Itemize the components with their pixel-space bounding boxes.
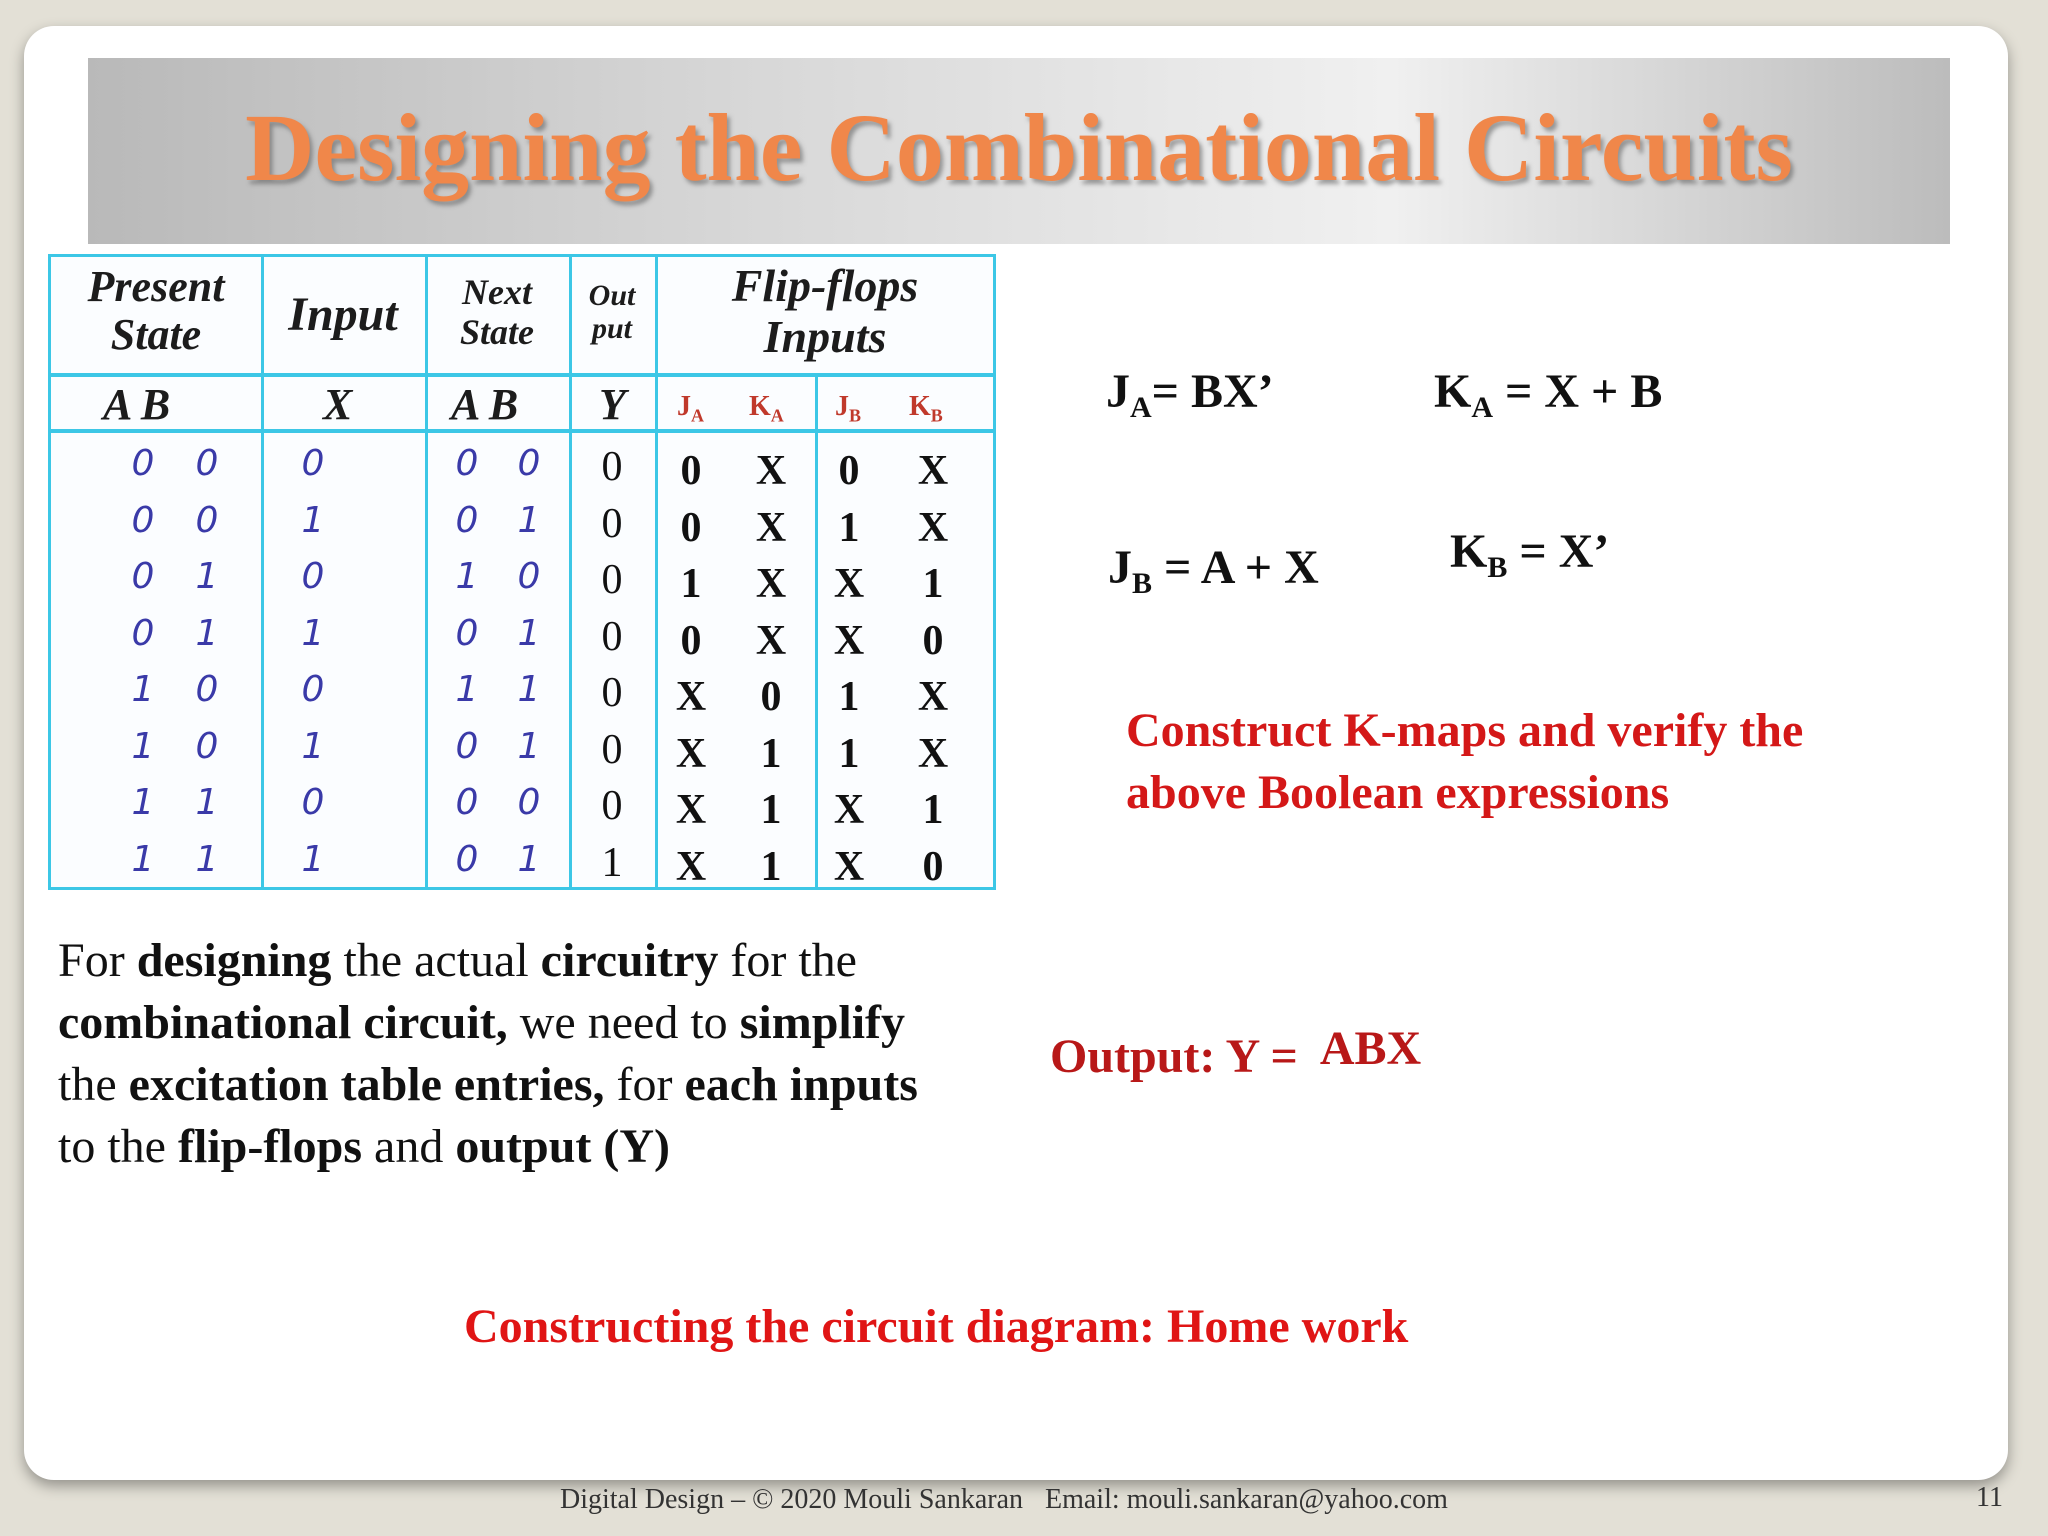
table-cell-nb: 0 [517, 556, 541, 597]
table-cell-na: 0 [455, 725, 479, 767]
equation-kb: $K_B = X$’ [1450, 525, 1610, 584]
table-cell-y: 0 [601, 613, 623, 660]
subheader-kb: $K_B$ [909, 391, 943, 426]
table-cell-y: 0 [601, 783, 623, 829]
table-cell-a: 1 [131, 669, 155, 710]
table-cell-ka: X [755, 504, 787, 551]
table-cell-nb: 0 [517, 443, 541, 484]
table-cell-y: 0 [601, 444, 623, 490]
table-cell-ja: X [675, 730, 707, 777]
table-cell-ka: 1 [760, 787, 782, 833]
subheader-ka: $K_A$ [749, 391, 784, 426]
table-cell-x: 1 [301, 612, 325, 654]
table-cell-a: 0 [131, 556, 155, 597]
table-divider [569, 257, 572, 887]
table-cell-ja: 0 [680, 448, 702, 494]
table-cell-x: 0 [301, 669, 325, 710]
table-cell-x: 1 [301, 838, 325, 880]
body-paragraph: For designing the actual circuitry for the combinational circuit, we need to simplify the excitation table entries, for each inputs to the flip-flops and output (Y) [58, 934, 918, 1173]
equation-ka: $K_A = X + B$ [1434, 365, 1663, 424]
subheader-ab-present: A B [103, 380, 171, 429]
table-cell-jb: X [833, 561, 865, 607]
table-divider [815, 377, 818, 887]
subheader-jb: $J_B$ [835, 391, 862, 426]
header-output: Out put [588, 279, 636, 345]
page-number: 11 [1976, 1482, 2003, 1513]
table-cell-na: 0 [455, 838, 479, 880]
table-cell-kb: X [917, 674, 949, 720]
table-divider [261, 257, 264, 887]
footer-copyright: Digital Design – © 2020 Mouli Sankaran [560, 1484, 1023, 1515]
table-cell-kb: 1 [922, 787, 944, 833]
table-cell-kb: X [917, 448, 949, 494]
homework-note: Constructing the circuit diagram: Home work [464, 1300, 1409, 1353]
table-cell-kb: 0 [922, 843, 944, 890]
table-cell-a: 1 [131, 725, 155, 767]
table-cell-kb: 1 [922, 561, 944, 607]
table-cell-b: 1 [195, 556, 219, 597]
table-cell-b: 1 [195, 838, 219, 880]
table-cell-a: 1 [131, 782, 155, 823]
table-cell-kb: X [917, 730, 949, 777]
table-cell-ja: 0 [680, 617, 702, 664]
table-cell-nb: 1 [517, 669, 541, 710]
table-cell-jb: X [833, 843, 865, 890]
table-cell-jb: 0 [838, 448, 860, 494]
table-cell-ja: 0 [680, 504, 702, 551]
table-cell-kb: X [917, 504, 949, 551]
table-cell-ka: X [755, 448, 787, 494]
table-cell-ka: X [755, 617, 787, 664]
table-cell-ja: X [675, 674, 707, 720]
table-cell-ja: 1 [680, 561, 702, 607]
table-cell-na: 0 [455, 612, 479, 654]
footer-email: Email: mouli.sankaran@yahoo.com [1045, 1484, 1448, 1515]
table-cell-b: 0 [195, 443, 219, 484]
header-flipflop-inputs: Flip-flops Inputs [731, 260, 919, 362]
table-cell-na: 1 [455, 556, 479, 597]
table-cell-x: 1 [301, 725, 325, 767]
table-cell-nb: 1 [517, 838, 541, 880]
table-cell-y: 0 [601, 670, 623, 716]
header-input: Input [288, 288, 398, 341]
table-cell-a: 0 [131, 612, 155, 654]
table-cell-y: 0 [601, 557, 623, 603]
table-cell-ja: X [675, 787, 707, 833]
table-cell-nb: 1 [517, 499, 541, 541]
table-cell-b: 1 [195, 782, 219, 823]
table-cell-x: 0 [301, 443, 325, 484]
header-present-state: Present State [87, 262, 225, 360]
table-cell-ka: 1 [760, 843, 782, 890]
table-cell-jb: 1 [838, 730, 860, 777]
subheader-ja: $J_A$ [677, 391, 704, 426]
subheader-ab-next: A B [451, 380, 519, 429]
excitation-table [48, 254, 996, 890]
table-cell-b: 1 [195, 612, 219, 654]
table-cell-nb: 1 [517, 612, 541, 654]
table-cell-kb: 0 [922, 617, 944, 664]
table-cell-jb: 1 [838, 504, 860, 551]
slide-title: Designing the Combinational Circuits [245, 94, 1793, 201]
table-cell-y: 1 [601, 839, 623, 886]
subheader-x: X [323, 380, 353, 429]
table-cell-a: 0 [131, 499, 155, 541]
table-cell-a: 0 [131, 443, 155, 484]
table-cell-ka: X [755, 561, 787, 607]
table-cell-nb: 1 [517, 725, 541, 767]
table-cell-jb: X [833, 617, 865, 664]
table-cell-y: 0 [601, 500, 623, 547]
table-cell-b: 0 [195, 725, 219, 767]
table-cell-na: 0 [455, 443, 479, 484]
table-divider [51, 373, 993, 377]
table-cell-jb: X [833, 787, 865, 833]
table-cell-ka: 1 [760, 730, 782, 777]
table-cell-b: 0 [195, 499, 219, 541]
equation-jb: $J_B = A + X$ [1108, 541, 1319, 600]
table-cell-nb: 0 [517, 782, 541, 823]
footer [560, 1484, 1470, 1516]
table-cell-ka: 0 [760, 674, 782, 720]
table-cell-x: 0 [301, 782, 325, 823]
table-cell-na: 0 [455, 782, 479, 823]
equation-ja: $J_A=$ BX’ [1106, 365, 1274, 424]
table-cell-x: 1 [301, 499, 325, 541]
table-cell-y: 0 [601, 726, 623, 773]
table-divider [51, 429, 993, 433]
subheader-y: Y [599, 380, 626, 429]
header-next-state: Next State [459, 272, 534, 352]
table-cell-x: 0 [301, 556, 325, 597]
table-cell-jb: 1 [838, 674, 860, 720]
table-cell-ja: X [675, 843, 707, 890]
table-cell-b: 0 [195, 669, 219, 710]
table-cell-a: 1 [131, 838, 155, 880]
table-cell-na: 0 [455, 499, 479, 541]
output-equation: Output: Y = ABX [1050, 1022, 1422, 1083]
kmap-instruction: Construct K-maps and verify the above Boolean expressions [1126, 704, 1804, 819]
table-cell-na: 1 [455, 669, 479, 710]
